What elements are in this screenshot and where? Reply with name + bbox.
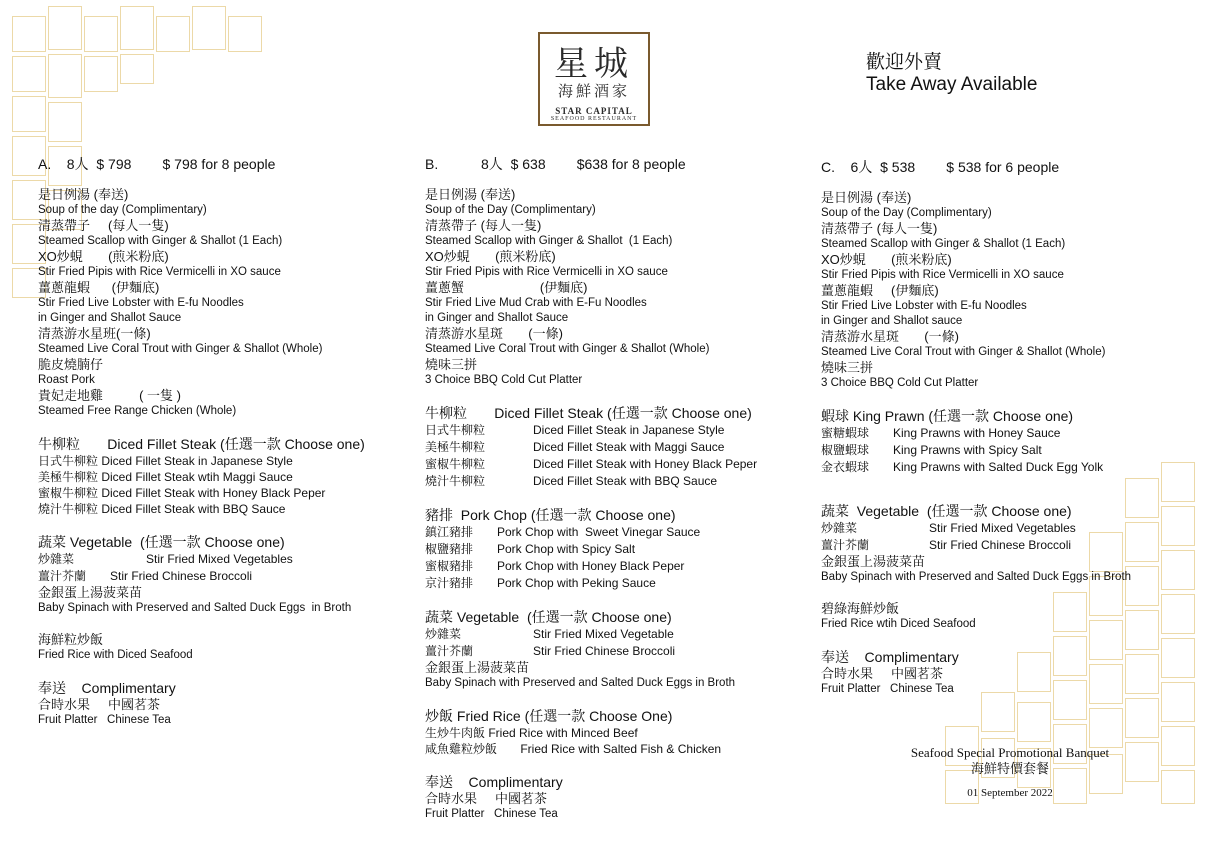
course-zh: 燒味三拼 xyxy=(821,360,874,375)
takeaway-banner xyxy=(866,52,1037,96)
menu-a-beef-option: 美極牛柳粒 Diced Fillet Steak wtih Maggi Sauce xyxy=(38,470,293,484)
course-zh: 清蒸帶子 (每人一隻) xyxy=(425,218,542,233)
menu-b-veg-option: 炒雜菜 Stir Fried Mixed Vegetable xyxy=(425,627,674,641)
takeaway-chinese: 歡迎外賣 xyxy=(866,52,943,73)
course-en: 3 Choice BBQ Cold Cut Platter xyxy=(425,374,583,386)
menu-a-veg-option: 薑汁芥蘭 Stir Fried Chinese Broccoli xyxy=(38,569,253,583)
menu-b-complimentary-en: Fruit Platter Chinese Tea xyxy=(425,808,558,820)
menu-c-veg-option: 炒雜菜 Stir Fried Mixed Vegetables xyxy=(821,521,1076,535)
course-zh: 薑蔥龍蝦 (伊麵底) xyxy=(821,283,939,298)
menu-b-beef-option: 日式牛柳粒 Diced Fillet Steak in Japanese Style xyxy=(425,423,725,437)
course-zh: 清蒸游水星斑 (一條) xyxy=(425,326,563,341)
menu-b-beef-option: 蜜椒牛柳粒 Diced Fillet Steak with Honey Black Peper xyxy=(425,457,758,471)
menu-b-beef-option: 美極牛柳粒 Diced Fillet Steak with Maggi Sauce xyxy=(425,440,725,454)
restaurant-logo xyxy=(538,32,650,126)
menu-b-pork-option: 鎮江豬排 Pork Chop with Sweet Vinegar Sauce xyxy=(425,525,701,539)
logo-english-subtitle: SEAFOOD RESTAURANT xyxy=(550,116,638,122)
course-zh: 薑蔥蟹 (伊麵底) xyxy=(425,280,588,295)
course-zh: 薑蔥龍蝦 (伊麵底) xyxy=(38,280,160,295)
menu-b-rice-option: 咸魚雞粒炒飯 Fried Rice with Salted Fish & Chicken xyxy=(425,742,722,756)
promo-footer xyxy=(880,745,1140,801)
course-zh: XO炒蜆 (煎米粉底) xyxy=(38,249,169,264)
logo-chinese-subtitle: 海鮮酒家 xyxy=(557,82,630,100)
menu-a-beef-title: 牛柳粒 Diced Fillet Steak (任選一款 Choose one) xyxy=(38,436,365,452)
menu-a-beef-option: 蜜椒牛柳粒 Diced Fillet Steak with Honey Black Peper xyxy=(38,486,326,500)
menu-c-veg-extra-en: Baby Spinach with Preserved and Salted Duck Eggs in Broth xyxy=(821,571,1132,583)
menu-b-rice-title: 炒飯 Fried Rice (任選一款 Choose One) xyxy=(425,708,673,724)
course-zh: XO炒蜆 (煎米粉底) xyxy=(425,249,556,264)
menu-b-beef-option: 燒汁牛柳粒 Diced Fillet Steak with BBQ Sauce xyxy=(425,474,718,488)
course-en: Soup of the day (Complimentary) xyxy=(38,204,207,216)
promo-title-en: Seafood Special Promotional Banquet xyxy=(910,745,1110,760)
menu-c-complimentary-title: 奉送 Complimentary xyxy=(821,649,959,665)
course-zh: 燒味三拼 xyxy=(425,357,478,372)
menu-c-prawn-option: 椒鹽蝦球 King Prawns with Spicy Salt xyxy=(821,443,1042,457)
menu-a-complimentary-zh: 合時水果 中國茗茶 xyxy=(38,697,161,712)
menu-b-complimentary-title: 奉送 Complimentary xyxy=(425,774,563,790)
menu-c-header: C. 6人 $ 538 $ 538 for 6 people xyxy=(821,159,1060,175)
menu-a-complimentary-en: Fruit Platter Chinese Tea xyxy=(38,714,171,726)
menu-b-beef-title: 牛柳粒 Diced Fillet Steak (任選一款 Choose one) xyxy=(425,405,752,421)
menu-a-courses xyxy=(38,187,408,419)
course-en: Soup of the Day (Complimentary) xyxy=(821,207,992,219)
menu-b-veg-option: 薑汁芥蘭 Stir Fried Chinese Broccoli xyxy=(425,644,676,658)
course-en: Roast Pork xyxy=(38,374,95,386)
course-zh: 清蒸帶子 (每人一隻) xyxy=(38,218,169,233)
menu-c-veg-option: 薑汁芥蘭 Stir Fried Chinese Broccoli xyxy=(821,538,1072,552)
course-zh: 是日例湯 (奉送) xyxy=(425,187,516,202)
menu-c-rice-zh: 碧綠海鮮炒飯 xyxy=(821,601,900,616)
course-en: Stir Fried Live Lobster with E-fu Noodles in Ginger and Shallot Sauce xyxy=(38,297,244,324)
menu-a-veg-title: 蔬菜 Vegetable (任選一款 Choose one) xyxy=(38,534,285,550)
course-en: Steamed Free Range Chicken (Whole) xyxy=(38,405,237,417)
menu-c-courses xyxy=(821,190,1191,391)
menu-a-rice-zh: 海鮮粒炒飯 xyxy=(38,632,104,647)
menu-c xyxy=(821,158,1191,697)
logo-chinese-name: 星城 xyxy=(554,44,634,84)
menu-b-veg-title: 蔬菜 Vegetable (任選一款 Choose one) xyxy=(425,609,672,625)
course-en: Steamed Scallop with Ginger & Shallot (1 Each) xyxy=(38,235,283,247)
menu-c-rice-en: Fried Rice wtih Diced Seafood xyxy=(821,618,976,630)
menu-c-complimentary-en: Fruit Platter Chinese Tea xyxy=(821,683,954,695)
menu-b-complimentary-zh: 合時水果 中國茗茶 xyxy=(425,791,548,806)
course-zh: 清蒸游水星斑 (一條) xyxy=(821,329,959,344)
menu-c-veg-extra-zh: 金銀蛋上湯菠菜苗 xyxy=(821,554,926,569)
menu-a xyxy=(38,155,408,728)
course-en: Stir Fried Pipis with Rice Vermicelli in XO sauce xyxy=(425,266,668,278)
course-en: 3 Choice BBQ Cold Cut Platter xyxy=(821,377,979,389)
menu-a-beef-option: 日式牛柳粒 Diced Fillet Steak in Japanese Style xyxy=(38,454,293,468)
course-zh: 是日例湯 (奉送) xyxy=(821,190,912,205)
menu-b-rice-option: 生炒牛肉飯 Fried Rice with Minced Beef xyxy=(425,726,638,740)
menu-c-veg-title: 蔬菜 Vegetable (任選一款 Choose one) xyxy=(821,503,1072,519)
course-zh: 貴妃走地雞 ( 一隻 ) xyxy=(38,388,182,403)
menu-c-prawn-option: 蜜糖蝦球 King Prawns with Honey Sauce xyxy=(821,426,1061,440)
menu-a-veg-extra-zh: 金銀蛋上湯菠菜苗 xyxy=(38,585,143,600)
menu-b-veg-extra-zh: 金銀蛋上湯菠菜苗 xyxy=(425,660,530,675)
course-en: Stir Fried Pipis with Rice Vermicelli in XO sauce xyxy=(821,269,1064,281)
course-en: Stir Fried Live Lobster with E-fu Noodles in Ginger and Shallot sauce xyxy=(821,300,1027,327)
course-en: Steamed Scallop with Ginger & Shallot (1 Each) xyxy=(425,235,673,247)
menu-a-veg-option: 炒雜菜 Stir Fried Mixed Vegetables xyxy=(38,552,293,566)
course-en: Steamed Scallop with Ginger & Shallot (1 Each) xyxy=(821,238,1066,250)
menu-b xyxy=(425,155,805,822)
menu-a-veg-extra-en: Baby Spinach with Preserved and Salted Duck Eggs in Broth xyxy=(38,602,352,614)
menu-c-prawn-option: 金衣蝦球 King Prawns with Salted Duck Egg Yolk xyxy=(821,460,1104,474)
menu-b-pork-title: 豬排 Pork Chop (任選一款 Choose one) xyxy=(425,507,676,523)
course-zh: 清蒸帶子 (每人一隻) xyxy=(821,221,938,236)
menu-a-rice-en: Fried Rice with Diced Seafood xyxy=(38,649,193,661)
menu-b-header: B. 8人 $ 638 $638 for 8 people xyxy=(425,156,686,172)
menu-b-pork-option: 椒鹽豬排 Pork Chop with Spicy Salt xyxy=(425,542,636,556)
menu-b-veg-extra-en: Baby Spinach with Preserved and Salted Duck Eggs in Broth xyxy=(425,677,736,689)
takeaway-english: Take Away Available xyxy=(866,74,1038,95)
course-en: Soup of the Day (Complimentary) xyxy=(425,204,596,216)
logo-english-name: STAR CAPITAL xyxy=(555,106,633,116)
menu-c-prawn-title: 蝦球 King Prawn (任選一款 Choose one) xyxy=(821,408,1074,424)
course-en: Stir Fried Live Mud Crab with E-Fu Noodles in Ginger and Shallot Sauce xyxy=(425,297,647,324)
promo-date: 01 September 2022 xyxy=(967,787,1053,799)
course-zh: XO炒蜆 (煎米粉底) xyxy=(821,252,952,267)
menu-b-pork-option: 京汁豬排 Pork Chop with Peking Sauce xyxy=(425,576,656,590)
menu-c-complimentary-zh: 合時水果 中國茗茶 xyxy=(821,666,944,681)
menu-a-beef-option: 燒汁牛柳粒 Diced Fillet Steak with BBQ Sauce xyxy=(38,502,286,516)
promo-title-zh: 海鮮特價套餐 xyxy=(970,761,1049,776)
course-en: Steamed Live Coral Trout with Ginger & Shallot (Whole) xyxy=(38,343,323,355)
course-en: Steamed Live Coral Trout with Ginger & Shallot (Whole) xyxy=(821,346,1106,358)
menu-a-complimentary-title: 奉送 Complimentary xyxy=(38,680,176,696)
course-en: Steamed Live Coral Trout with Ginger & Shallot (Whole) xyxy=(425,343,710,355)
course-en: Stir Fried Pipis with Rice Vermicelli in XO sauce xyxy=(38,266,281,278)
menu-b-pork-option: 蜜椒豬排 Pork Chop with Honey Black Peper xyxy=(425,559,685,573)
menu-a-header: A. 8人 $ 798 $ 798 for 8 people xyxy=(38,156,276,172)
course-zh: 脆皮燒腩仔 xyxy=(38,357,104,372)
course-zh: 是日例湯 (奉送) xyxy=(38,187,129,202)
menu-b-courses xyxy=(425,187,805,388)
course-zh: 清蒸游水星班(一條) xyxy=(38,326,151,341)
